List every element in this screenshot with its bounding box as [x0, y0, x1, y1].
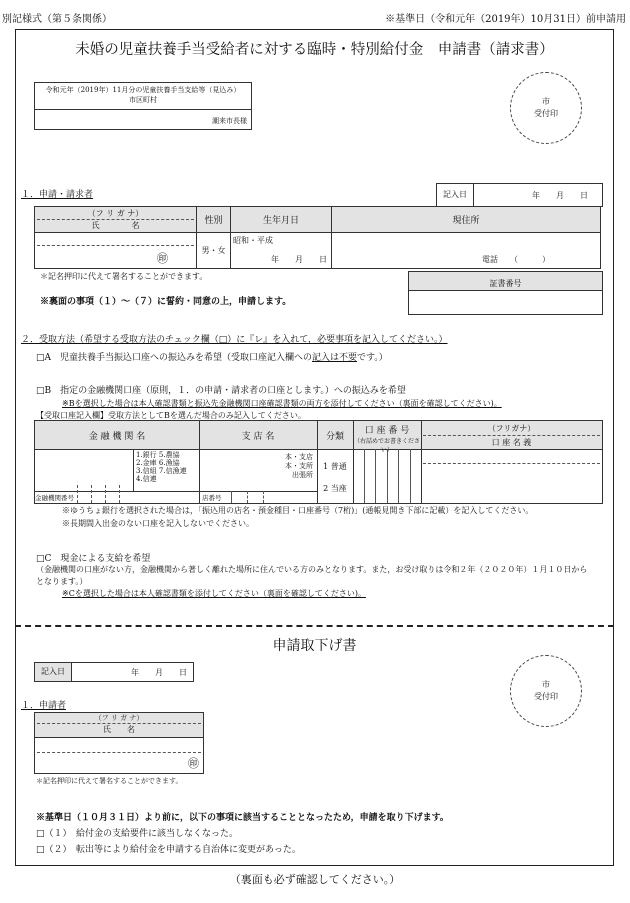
- account-no-header: 口 座 番 号: [364, 426, 410, 436]
- option-c-desc2: となります。）: [36, 577, 88, 586]
- sign-note: ＊記名押印に代えて署名することができます。: [40, 272, 208, 281]
- office-line1: 令和元年（2019年）11月分の児童扶養手当支給等（見込み）: [45, 86, 241, 94]
- option-a-text: □A 児童扶養手当振込口座への振込みを希望（受取口座記入欄への: [36, 353, 313, 363]
- withdraw-heading: １．申請者: [21, 701, 67, 711]
- branch-type-2: 本・支所: [285, 462, 313, 470]
- withdraw-item-2[interactable]: □（２） 転出等により給付金を申請する自治体に変更があった。: [36, 845, 301, 855]
- account-no-sub: （右詰めでお書きください）: [353, 438, 420, 454]
- dormant-note: ※長期間入出金のない口座を記入しないでください。: [62, 519, 254, 528]
- option-c[interactable]: □C 現金による支給を希望: [36, 554, 151, 564]
- category-header: 分類: [325, 432, 344, 442]
- cut-line: [15, 625, 614, 627]
- address-label: 現住所: [332, 207, 601, 233]
- bank-code-label: 金融機関番号: [35, 494, 74, 502]
- bank-name-header: 金 融 機 関 名: [88, 432, 146, 442]
- name-field[interactable]: [35, 233, 197, 269]
- option-b[interactable]: □B 指定の金融機関口座（原則，１．の申請・請求者の口座とします。）への振込みを希望: [36, 386, 406, 396]
- office-box: [34, 82, 252, 130]
- furigana-label: （フ リ ガ ナ）: [87, 209, 144, 218]
- bank-section-note: 【受取口座記入欄】受取方法としてBを選んだ場合のみ記入してください。: [36, 411, 306, 420]
- dob-era: 昭和・平成: [233, 236, 273, 245]
- gender-label: 性別: [197, 207, 231, 233]
- phone-label: 電話 （ ）: [482, 255, 550, 264]
- furigana-header: （フリガナ）: [487, 424, 536, 433]
- withdraw-stamp-city: 市: [542, 680, 550, 689]
- withdraw-item-1[interactable]: □（１） 給付金の支給要件に該当しなくなった。: [36, 829, 239, 839]
- form-label: 別記様式（第５条関係）: [2, 14, 112, 25]
- branch-code-label: 店番号: [202, 494, 222, 502]
- option-a-underlined: 記入は不要: [312, 353, 358, 363]
- category-2[interactable]: 2 当座: [323, 484, 347, 493]
- entry-date-box: [436, 183, 603, 207]
- name-header: [35, 207, 197, 233]
- entry-date-value[interactable]: 年 月 日: [532, 190, 588, 200]
- dob-ymd: 年 月 日: [271, 255, 327, 264]
- bank-type-2: 2.金庫 6.漁協: [136, 459, 180, 467]
- address-field[interactable]: [332, 233, 601, 269]
- holder-header: 口 座 名 義: [491, 438, 532, 447]
- page-title: 未婚の児童扶養手当受給者に対する臨時・特別給付金 申請書（請求書）: [75, 42, 554, 58]
- category-1[interactable]: 1 普通: [323, 462, 347, 471]
- mayor-label: 潮来市長様: [212, 117, 247, 125]
- footer-note: （裏面も必ず確認してください。）: [229, 873, 401, 886]
- withdraw-furigana: （フ リ ガ ナ）: [94, 714, 144, 722]
- branch-type-1: 本・支店: [285, 453, 313, 461]
- section2-heading: ２．受取方法（希望する受取方法のチェック欄（□）に『レ』を入れて，必要事項を記入してください。）: [21, 335, 448, 345]
- stamp-city: 市: [542, 97, 550, 106]
- gender-field[interactable]: 男・女: [197, 233, 231, 269]
- option-c-note: ※Cを選択した場合は本人確認書類を添付してください（裏面を確認してください)。: [62, 589, 366, 598]
- branch-name-header: 支 店 名: [241, 432, 275, 442]
- branch-type-3: 出張所: [292, 471, 313, 479]
- dob-field[interactable]: [231, 233, 332, 269]
- option-b-note: ※Bを選択した場合は本人確認書類と振込先金融機関口座確認書類の両方を添付してください（裏面を確認してください)。: [62, 399, 502, 408]
- bank-types: [136, 451, 187, 483]
- option-a[interactable]: [36, 350, 388, 363]
- agree-text: ※裏面の事項（１）～（７）に誓約・同意の上，申請します。: [40, 297, 292, 307]
- cert-field[interactable]: [408, 290, 603, 315]
- name-label: 氏 名: [91, 221, 140, 230]
- bank-type-3: 3.信組 7.信漁連: [136, 467, 187, 475]
- yucho-note: ※ゆうちょ銀行を選択された場合は，「振込用の店名・預金種目・口座番号（7桁)」(通帳見開き下部に記載）を記入してください。: [62, 506, 534, 515]
- applicant-table: [34, 206, 601, 269]
- withdraw-seal: ㊞: [188, 757, 199, 770]
- branch-types: [265, 453, 313, 480]
- withdraw-sign-note: ＊記名押印に代えて署名することができます。: [36, 777, 183, 785]
- withdraw-stamp-label: 受付印: [534, 692, 558, 701]
- withdraw-date-label: 記入日: [35, 663, 72, 681]
- cert-label: 証書番号: [489, 279, 522, 288]
- office-line2: 市区町村: [129, 96, 157, 104]
- stamp-label: 受付印: [534, 109, 558, 118]
- reception-stamp: [510, 72, 582, 144]
- bank-type-4: 4.信連: [136, 475, 157, 483]
- basis-note: ※基準日（令和元年（2019年）10月31日）前申請用: [385, 14, 626, 25]
- option-a-end: です。）: [357, 353, 388, 363]
- withdraw-statement: ※基準日（１０月３１日）より前に，以下の事項に該当することとなったため，申請を取り下げます。: [36, 813, 449, 823]
- dob-label: 生年月日: [231, 207, 332, 233]
- bank-table: [34, 420, 603, 504]
- withdraw-date-box: [34, 662, 194, 682]
- withdraw-date-value[interactable]: 年 月 日: [131, 667, 187, 677]
- withdraw-title: 申請取下げ書: [272, 638, 357, 654]
- withdraw-name-label: 氏 名: [103, 725, 135, 734]
- withdraw-stamp: [510, 655, 582, 727]
- section1-heading: １．申請・請求者: [21, 190, 94, 200]
- entry-date-label: 記入日: [437, 184, 474, 206]
- option-c-desc1: （金融機関の口座がない方，金融機関から著しく離れた場所に住んでいる方のみとなります。また，お受け取りは令和２年（２０２０年）１月１０日から: [36, 565, 588, 574]
- seal-mark: ㊞: [157, 252, 168, 265]
- withdraw-name-box[interactable]: [34, 712, 204, 774]
- bank-type-1: 1.銀行 5.農協: [136, 451, 180, 459]
